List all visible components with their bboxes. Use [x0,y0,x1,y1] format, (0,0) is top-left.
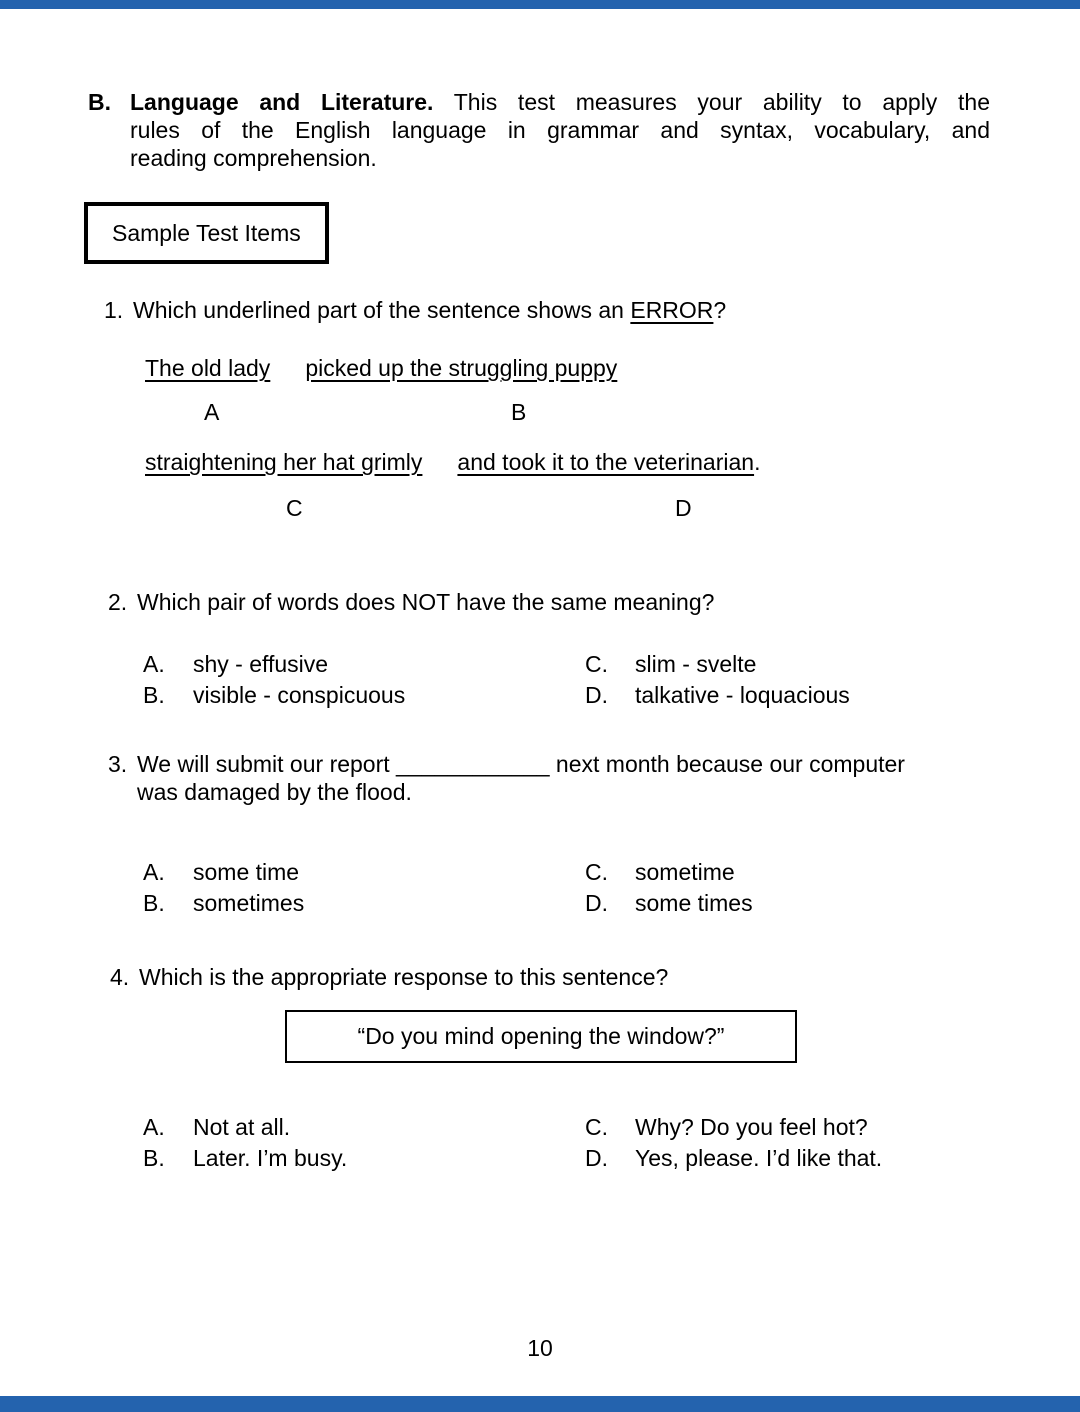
q1-segment-d-wrap [457,448,760,476]
q1-segment-a: The old lady [145,355,271,381]
q1-label-b: B [511,399,527,425]
option-label: C. [585,859,608,885]
option-label: B. [143,682,165,708]
q1-segment-c: straightening her hat grimly [145,449,423,475]
q1-sentence-line-1 [145,354,617,382]
option-label: B. [143,1145,165,1171]
option-text: Later. I’m busy. [193,1145,348,1171]
option-label: D. [585,682,608,708]
section-label: B. [88,89,111,115]
question-4-quoted-sentence: “Do you mind opening the window?” [357,1023,725,1049]
q2-option-c [585,650,850,678]
section-line-1-rest: This test measures your ability to apply the [453,89,991,115]
bottom-blue-bar [0,1396,1080,1412]
option-text: Not at all. [193,1114,291,1140]
q2-option-b [143,681,585,709]
question-4-quoted-sentence-box [285,1010,797,1063]
question-2-options [143,650,850,709]
question-1-prompt-underlined: ERROR [630,297,714,323]
q3-option-d [585,889,753,917]
section-line-1 [130,88,990,116]
page-number: 10 [527,1335,553,1361]
option-label: A. [143,651,165,677]
option-label: C. [585,651,608,677]
q1-segment-d: and took it to the veterinarian [457,449,755,475]
option-label: C. [585,1114,608,1140]
section-title: Language and Literature. [130,89,434,115]
q1-label-c: C [286,495,303,521]
q2-option-d [585,681,850,709]
question-4 [110,963,990,991]
option-text: visible - conspicuous [193,682,406,708]
question-1-prompt-prefix: Which underlined part of the sentence shows an [133,297,631,323]
option-text: sometime [635,859,735,885]
q1-sentence-line-2 [145,448,760,476]
question-2-number: 2. [108,589,128,615]
q4-option-c [585,1113,882,1141]
question-3-prompt-line-1: We will submit our report ____________ next month because our computer [137,751,905,777]
option-text: some time [193,859,300,885]
question-3-options [143,858,753,917]
option-label: B. [143,890,165,916]
q4-option-a [143,1113,585,1141]
sample-test-items-label: Sample Test Items [112,220,301,246]
question-1-prompt-suffix: ? [713,297,727,323]
sample-test-items-box [84,202,329,264]
section-line-3: reading comprehension. [130,145,377,171]
option-label: D. [585,890,608,916]
option-label: D. [585,1145,608,1171]
q4-option-b [143,1144,585,1172]
question-1-prompt [133,296,726,324]
option-label: A. [143,1114,165,1140]
q1-label-a: A [204,399,220,425]
top-blue-bar [0,0,1080,9]
question-1-number: 1. [104,297,124,323]
q3-option-b [143,889,585,917]
q1-segment-d-period: . [754,449,761,475]
question-1 [104,296,984,324]
question-3-prompt [137,750,905,806]
option-text: shy - effusive [193,651,329,677]
section-body [130,88,990,172]
q3-option-c [585,858,753,886]
question-2 [108,588,988,616]
q1-label-d: D [675,495,692,521]
q1-segment-b: picked up the struggling puppy [305,355,618,381]
question-2-prompt: Which pair of words does NOT have the same meaning? [137,589,715,615]
section-b-paragraph [88,88,990,172]
option-text: some times [635,890,753,916]
option-text: sometimes [193,890,305,916]
option-label: A. [143,859,165,885]
option-text: Why? Do you feel hot? [635,1114,868,1140]
q4-option-d [585,1144,882,1172]
q3-option-a [143,858,585,886]
question-4-number: 4. [110,964,130,990]
question-3-number: 3. [108,751,128,777]
option-text: slim - svelte [635,651,757,677]
q2-option-a [143,650,585,678]
question-3 [108,750,992,806]
question-4-options [143,1113,882,1172]
option-text: talkative - loquacious [635,682,850,708]
section-line-2: rules of the English language in grammar and syntax, vocabulary, and [130,117,990,143]
option-text: Yes, please. I’d like that. [635,1145,883,1171]
question-4-prompt: Which is the appropriate response to this sentence? [139,964,669,990]
question-3-prompt-line-2: was damaged by the flood. [137,779,412,805]
